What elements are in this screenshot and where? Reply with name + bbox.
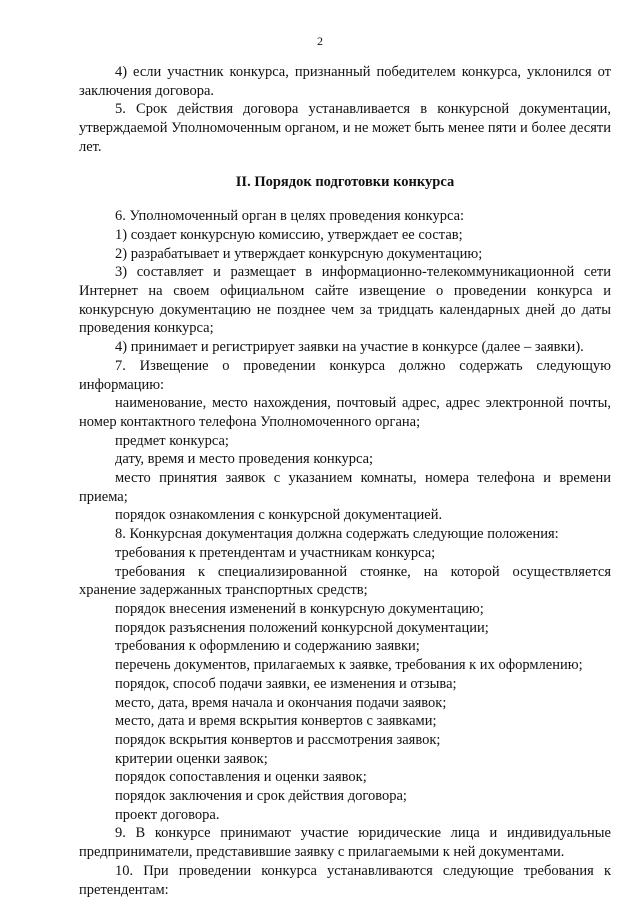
paragraph: 10. При проведении конкурса устанавливаются следующие требования к претендентам: [79,862,611,898]
paragraph: порядок внесения изменений в конкурсную документацию; [115,600,484,617]
paragraph: порядок заключения и срок действия договора; [115,788,407,805]
paragraph: порядок разъяснения положений конкурсной документации; [115,619,489,636]
paragraph: 3) составляет и размещает в информационно-телекоммуникационной сети Интернет на своем официальном сайте извещение о проведении конкурса и конкурсную документацию не позднее чем за тридцать календарных дней до даты проведения конкурса; [79,264,611,337]
paragraph: порядок, способ подачи заявки, ее изменения и отзыва; [115,675,457,692]
paragraph: дату, время и место проведения конкурса; [115,451,374,468]
paragraph: место, дата и время вскрытия конвертов с заявками; [115,713,437,730]
paragraph: 4) принимает и регистрирует заявки на участие в конкурсе (далее – заявки). [115,339,584,356]
paragraph: 7. Извещение о проведении конкурса должно содержать следующую информацию: [79,357,611,393]
page-number: 2 [317,34,323,48]
paragraph: проект договора. [115,806,220,823]
paragraph: 4) если участник конкурса, признанный победителем конкурса, уклонился от заключения договора. [79,64,611,99]
paragraph: порядок ознакомления с конкурсной документацией. [115,507,443,524]
paragraph: требования к претендентам и участникам конкурса; [115,544,436,561]
section-heading: II. Порядок подготовки конкурса [235,173,455,190]
paragraph: наименование, место нахождения, почтовый адрес, адрес электронной почты, номер контактного телефона Уполномоченного органа; [79,395,611,430]
paragraph: перечень документов, прилагаемых к заявке, требования к их оформлению; [115,657,583,674]
paragraph: требования к оформлению и содержанию заявки; [115,638,420,655]
paragraph: предмет конкурса; [115,432,229,449]
document-body [79,63,611,899]
paragraph: 8. Конкурсная документация должна содержать следующие положения: [115,526,559,543]
paragraph: критерии оценки заявок; [115,750,268,767]
paragraph: 2) разрабатывает и утверждает конкурсную документацию; [115,245,483,262]
paragraph: 9. В конкурсе принимают участие юридические лица и индивидуальные предприниматели, представившие заявку с прилагаемыми к ней документами. [79,825,611,861]
paragraph: место, дата, время начала и окончания подачи заявок; [115,694,447,711]
paragraph: требования к специализированной стоянке, на которой осуществляется хранение задержанных транспортных средств; [79,563,611,599]
paragraph: 1) создает конкурсную комиссию, утверждает ее состав; [115,226,463,243]
paragraph: порядок сопоставления и оценки заявок; [115,769,367,786]
paragraph: 6. Уполномоченный орган в целях проведения конкурса: [115,208,465,225]
paragraph: 5. Срок действия договора устанавливается в конкурсной документации, утверждаемой Уполномоченным органом, и не может быть менее пяти и более десяти лет. [79,101,611,155]
paragraph: место принятия заявок с указанием комнаты, номера телефона и времени приема; [79,470,611,505]
paragraph: порядок вскрытия конвертов и рассмотрения заявок; [115,731,441,748]
